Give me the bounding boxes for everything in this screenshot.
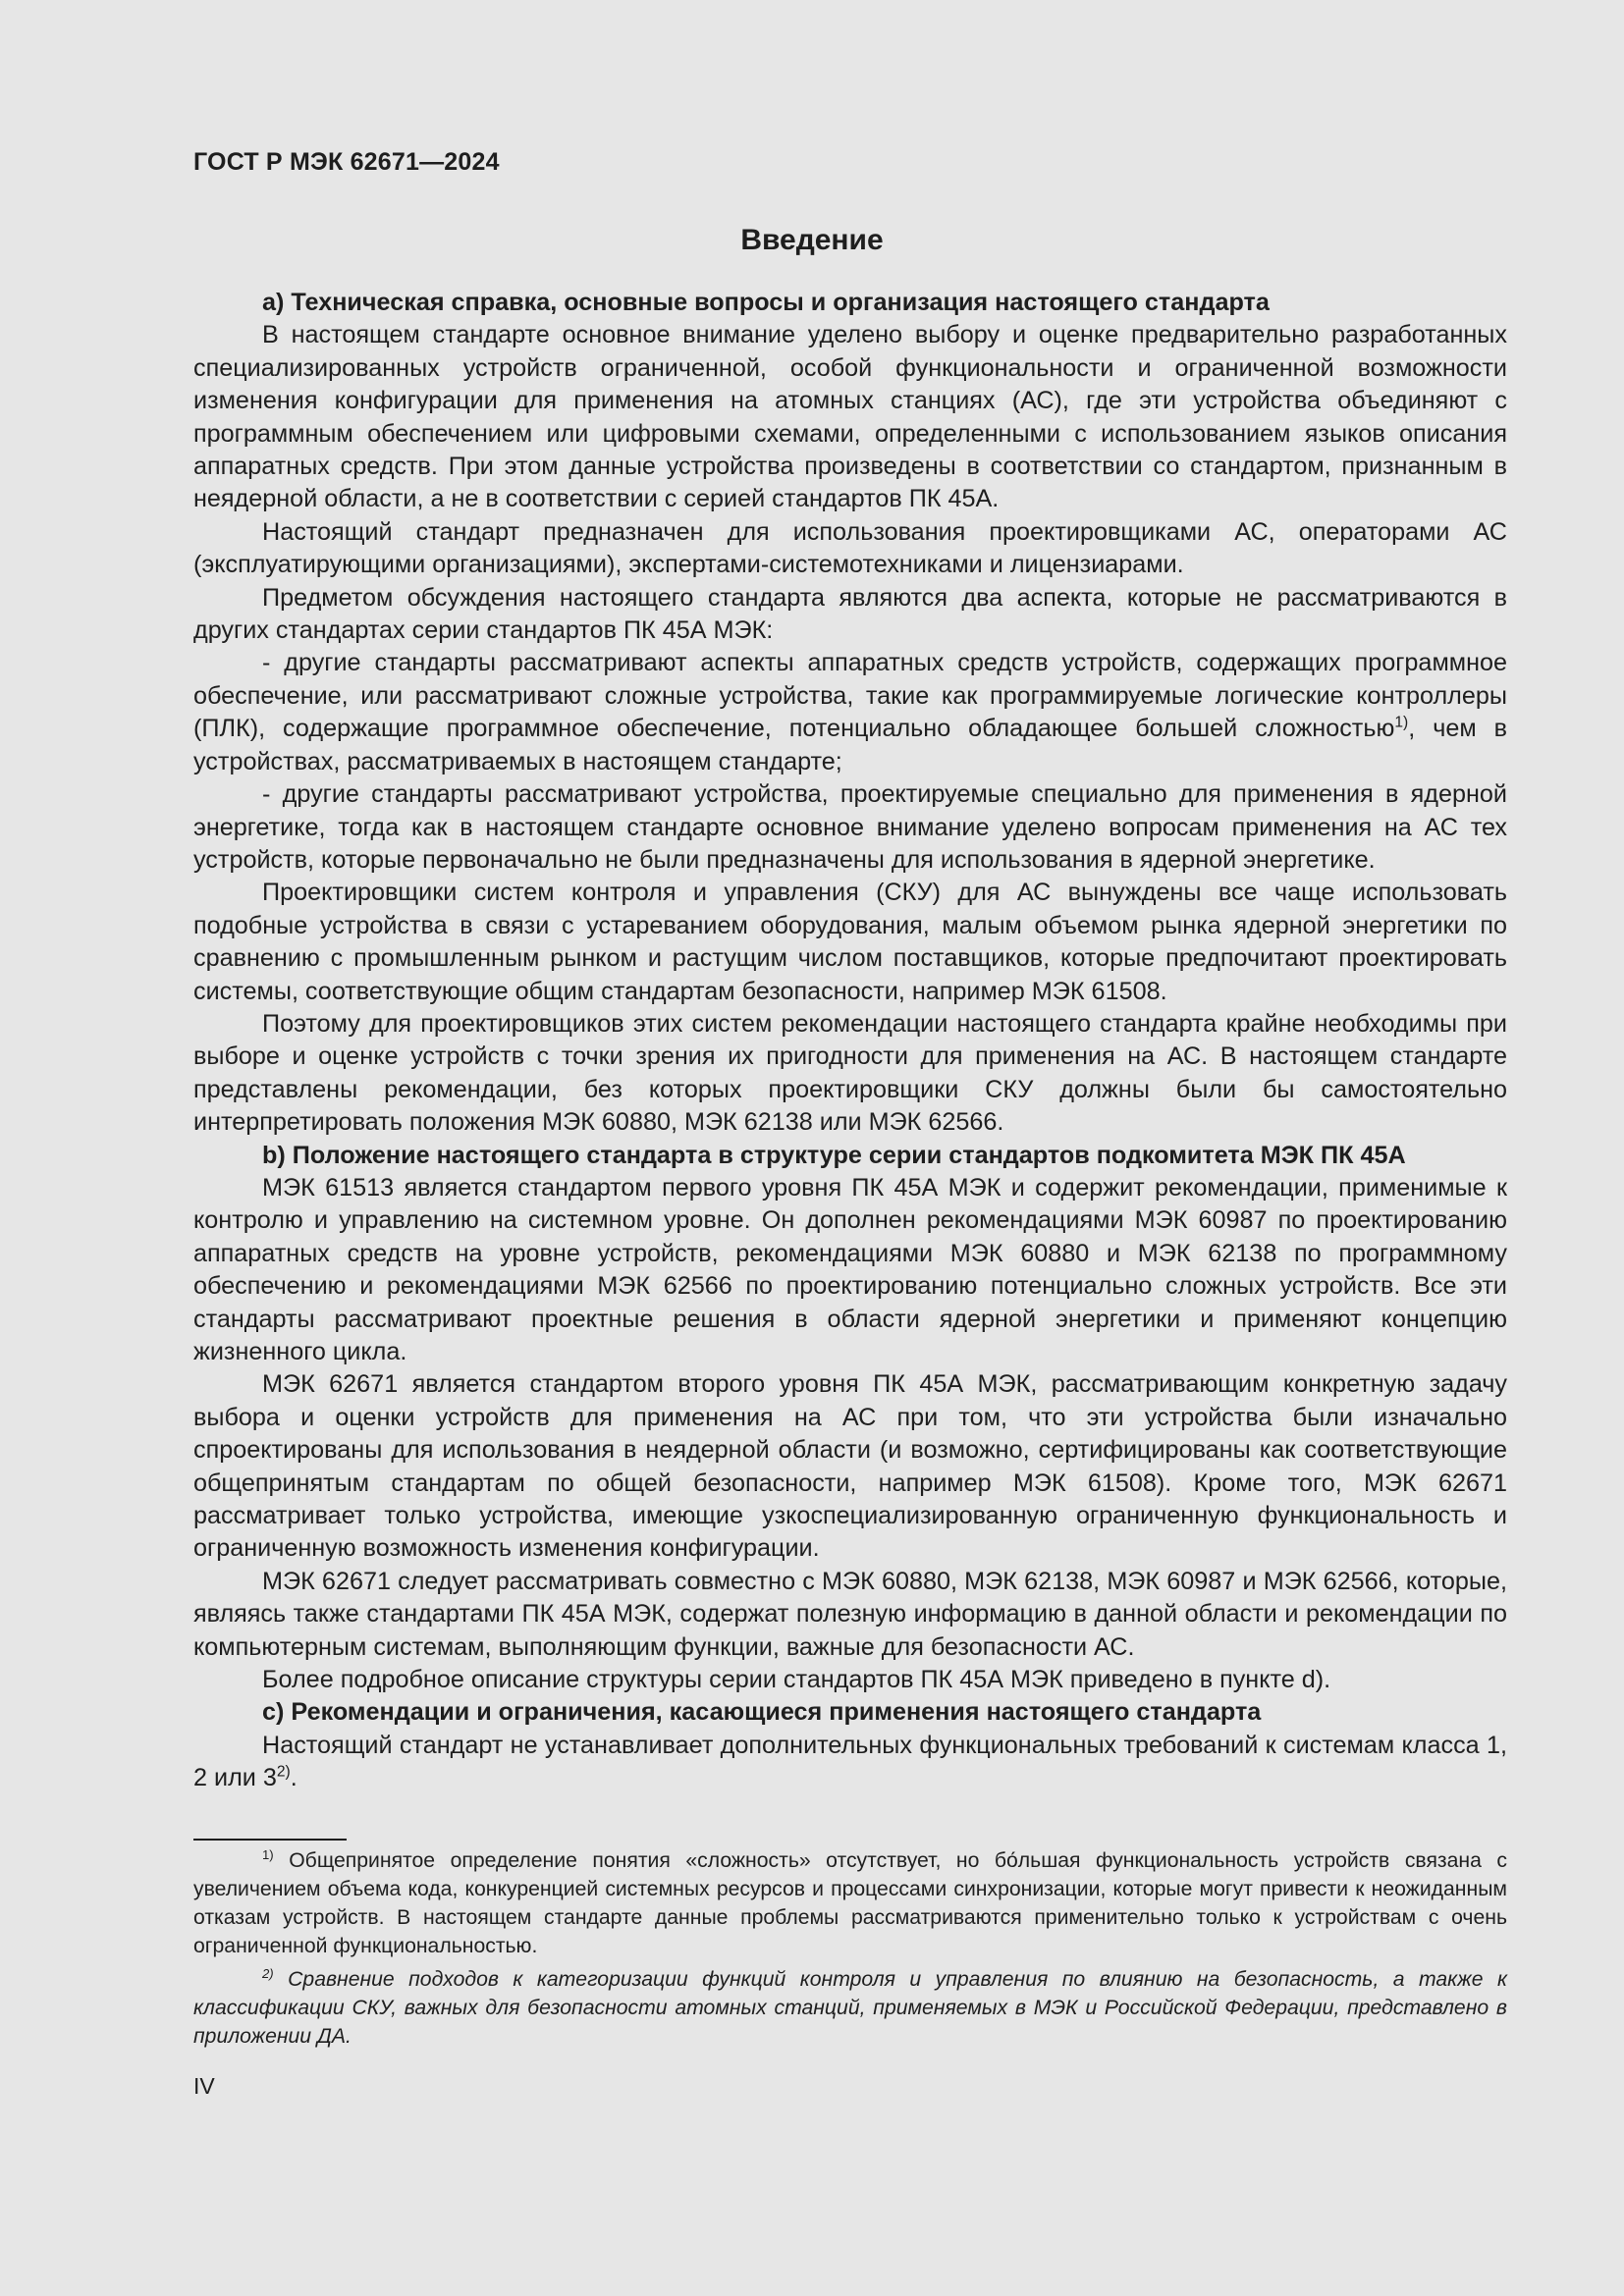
section-a-list-item: - другие стандарты рассматривают устройства, проектируемые специально для применения в ядерной энергетике, тогда как в настоящем стандарте основное внимание уделено вопросам применения на АС тех устройств, которые первоначально не были предназначены для использования в ядерной энергетике. (193, 780, 1507, 874)
list-item-text: , чем в устройствах, рассматриваемых в настоящем стандарте; (193, 715, 1507, 775)
footnote-ref: 1) (1394, 714, 1409, 731)
section-b-paragraph: МЭК 62671 следует рассматривать совместно с МЭК 60880, МЭК 62138, МЭК 60987 и МЭК 62566, которые, являясь также стандартами ПК 45А МЭК, содержат полезную информацию в данной области и рекомендации по компьютерным системам, выполняющим функции, важные для безопасности АС. (193, 1567, 1507, 1661)
body-text (193, 287, 1507, 1795)
section-a-heading: a) Техническая справка, основные вопросы и организация настоящего стандарта (262, 289, 1270, 316)
page-number: IV (193, 2073, 215, 2099)
footnote-mark: 2) (262, 1965, 274, 1981)
paragraph-text: . (290, 1764, 298, 1792)
section-c-heading: c) Рекомендации и ограничения, касающиеся применения настоящего стандарта (262, 1698, 1262, 1727)
footnote-text: Общепринятое определение понятия «сложность» отсутствует, но бо́льшая функциональность устройств связана с увеличением объема кода, конкуренцией системных ресурсов и процессами синхронизации, которые могут привести к неожиданным отказам устройств. В настоящем стандарте данные проблемы рассматриваются применительно только к устройствам с очень ограниченной функциональностью. (193, 1849, 1508, 1957)
paragraph-text: Настоящий стандарт не устанавливает дополнительных функциональных требований к системам класса 1, 2 или 3 (193, 1731, 1507, 1792)
footnotes (193, 1846, 1507, 2051)
footnote-divider (193, 1839, 347, 1841)
page-title: Введение (740, 224, 884, 256)
footnote-ref: 2) (276, 1763, 291, 1781)
section-b-paragraph: Более подробное описание структуры серии стандартов ПК 45А МЭК приведено в пункте d). (262, 1666, 1331, 1694)
section-a-list-item (193, 647, 1507, 778)
footnote (193, 1965, 1507, 2051)
section-a-paragraph: В настоящем стандарте основное внимание уделено выбору и оценке предварительно разработанных специализированных устройств ограниченной, особой функциональности и ограниченной возможности изменения конфигурации для применения на атомных станциях (АС), где эти устройства объединяют с программным обеспечением или цифровыми схемами, определенными с использованием языков описания аппаратных средств. При этом данные устройства произведены в соответствии со стандартом, признанным в неядерной области, а не в соответствии с серией стандартов ПК 45А. (193, 321, 1507, 513)
section-c-paragraph (193, 1730, 1507, 1795)
section-b-paragraph: МЭК 62671 является стандартом второго уровня ПК 45А МЭК, рассматривающим конкретную задачу выбора и оценки устройств для применения на АС при том, что эти устройства были изначально спроектированы для использования в неядерной области (и возможно, сертифицированы как соответствующие общепринятым стандартам по общей безопасности, например МЭК 61508). Кроме того, МЭК 62671 рассматривает только устройства, имеющие узкоспециализированную ограниченную функциональность и ограниченную возможность изменения конфигурации. (193, 1370, 1507, 1563)
document-id-header: ГОСТ Р МЭК 62671—2024 (193, 148, 500, 176)
section-a-paragraph: Настоящий стандарт предназначен для использования проектировщиками АС, операторами АС (эксплуатирующими организациями), экспертами-системотехниками и лицензиарами. (193, 517, 1507, 579)
footnote-mark: 1) (262, 1846, 274, 1862)
section-a-paragraph: Проектировщики систем контроля и управления (СКУ) для АС вынуждены все чаще использовать подобные устройства в связи с устареванием оборудования, малым объемом рынка ядерной энергетики по сравнению с промышленным рынком и растущим числом поставщиков, которые предпочитают проектировать системы, соответствующие общим стандартам безопасности, например МЭК 61508. (193, 879, 1507, 1005)
list-item-text: - другие стандарты рассматривают аспекты аппаратных средств устройств, содержащих программное обеспечение, или рассматривают сложные устройства, такие как программируемые логические контроллеры (ПЛК), содержащие программное обеспечение, потенциально обладающее большей сложностью (193, 649, 1507, 743)
section-b-paragraph: МЭК 61513 является стандартом первого уровня ПК 45А МЭК и содержит рекомендации, применимые к контролю и управлению на системном уровне. Он дополнен рекомендациями МЭК 60987 по проектированию аппаратных средств на уровне устройств, рекомендациями МЭК 60880 и МЭК 62138 по программному обеспечению и рекомендациями МЭК 62566 по проектированию потенциально сложных устройств. Все эти стандарты рассматривают проектные решения в области ядерной энергетики и применяют концепцию жизненного цикла. (193, 1173, 1507, 1365)
footnote (193, 1846, 1507, 1960)
section-b-heading: b) Положение настоящего стандарта в структуре серии стандартов подкомитета МЭК ПК 45А (262, 1141, 1406, 1169)
footnote-text: Сравнение подходов к категоризации функций контроля и управления по влиянию на безопасность, а также к классификации СКУ, важных для безопасности атомных станций, применяемых в МЭК и Российской Федерации, представлено в приложении ДА. (193, 1968, 1507, 2048)
section-a-paragraph: Предметом обсуждения настоящего стандарта являются два аспекта, которые не рассматриваются в других стандартах серии стандартов ПК 45А МЭК: (193, 583, 1507, 645)
section-a-paragraph: Поэтому для проектировщиков этих систем рекомендации настоящего стандарта крайне необходимы при выборе и оценке устройств с точки зрения их пригодности для применения на АС. В настоящем стандарте представлены рекомендации, без которых проектировщики СКУ должны были бы самостоятельно интерпретировать положения МЭК 60880, МЭК 62138 или МЭК 62566. (193, 1009, 1507, 1137)
